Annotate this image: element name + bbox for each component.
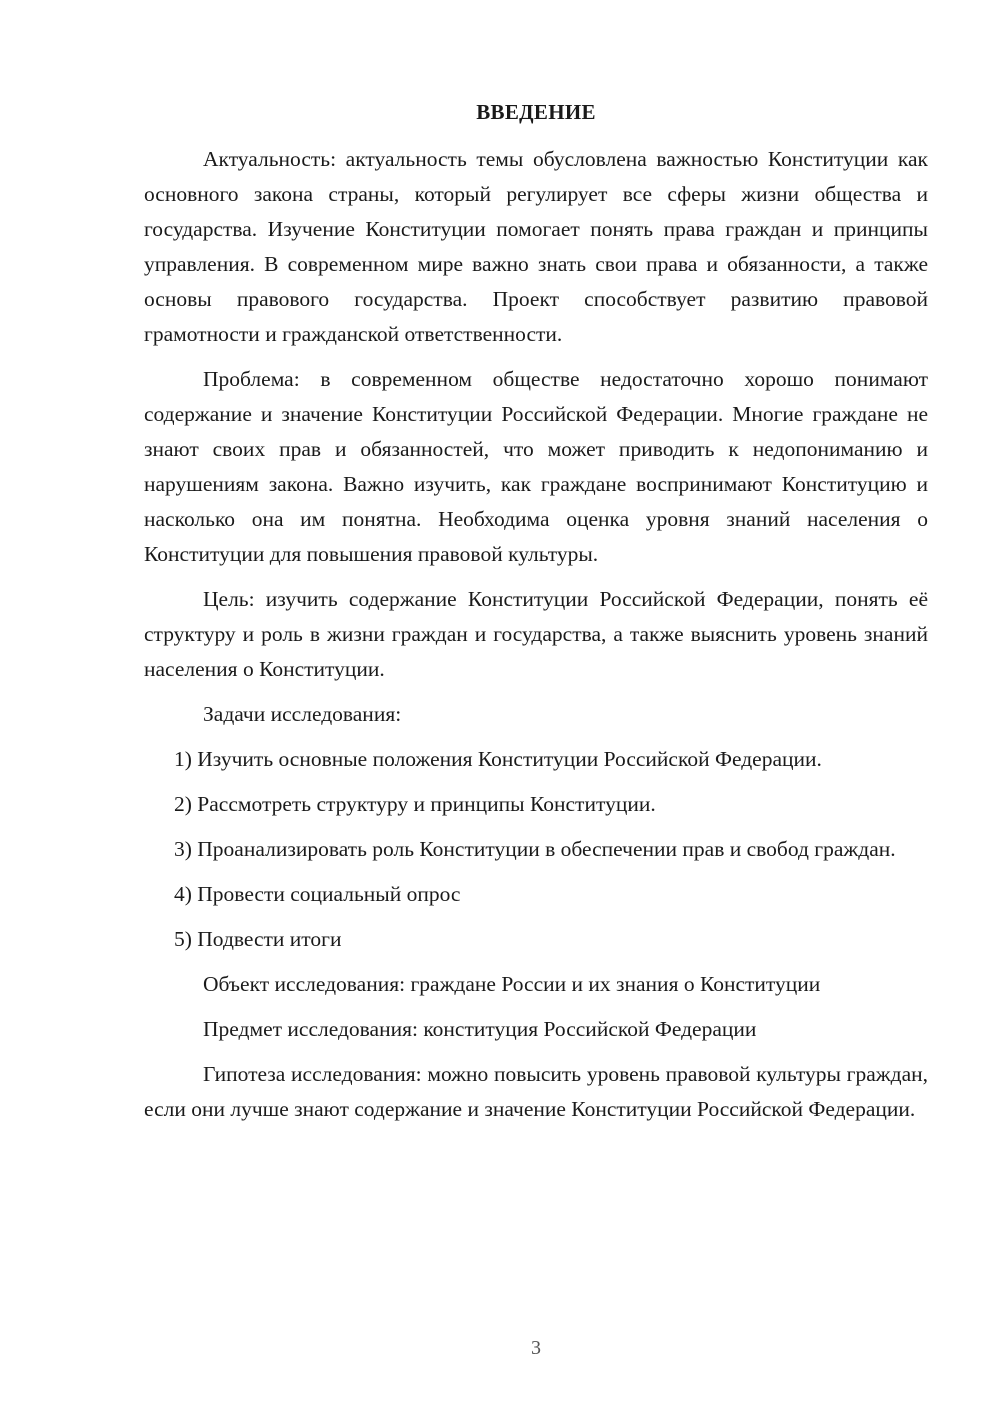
paragraph-hypothesis: Гипотеза исследования: можно повысить уровень правовой культуры граждан, если они лучше знают содержание и значение Конституции Российской Федерации. bbox=[144, 1062, 928, 1121]
task-item-3: 3) Проанализировать роль Конституции в обеспечении прав и свобод граждан. bbox=[174, 837, 896, 861]
task-item-5: 5) Подвести итоги bbox=[174, 927, 342, 951]
page-title: ВВЕДЕНИЕ bbox=[476, 100, 596, 124]
paragraph-relevance: Актуальность: актуальность темы обусловлена важностью Конституции как основного закона страны, который регулирует все сферы жизни общества и государства. Изучение Конституции помогает понять права граждан и принципы управления. В современном мире важно знать свои права и обязанности, а также основы правового государства. Проект способствует развитию правовой грамотности и гражданской ответственности. bbox=[144, 147, 928, 346]
task-item-2: 2) Рассмотреть структуру и принципы Конституции. bbox=[174, 792, 656, 816]
page-number: 3 bbox=[531, 1337, 541, 1359]
document-page bbox=[144, 0, 928, 1414]
document-body bbox=[144, 142, 928, 1137]
paragraph-goal: Цель: изучить содержание Конституции Российской Федерации, понять её структуру и роль в жизни граждан и государства, а также выяснить уровень знаний населения о Конституции. bbox=[144, 587, 928, 681]
paragraph-subject: Предмет исследования: конституция Российской Федерации bbox=[203, 1017, 757, 1041]
task-item-1: 1) Изучить основные положения Конституции Российской Федерации. bbox=[174, 747, 822, 771]
paragraph-problem: Проблема: в современном обществе недостаточно хорошо понимают содержание и значение Конституции Российской Федерации. Многие граждане не знают своих прав и обязанностей, что может приводить к недопониманию и нарушениям закона. Важно изучить, как граждане воспринимают Конституцию и насколько она им понятна. Необходима оценка уровня знаний населения о Конституции для повышения правовой культуры. bbox=[144, 367, 928, 566]
task-item-4: 4) Провести социальный опрос bbox=[174, 882, 461, 906]
tasks-heading: Задачи исследования: bbox=[203, 702, 402, 726]
paragraph-object: Объект исследования: граждане России и их знания о Конституции bbox=[203, 972, 821, 996]
